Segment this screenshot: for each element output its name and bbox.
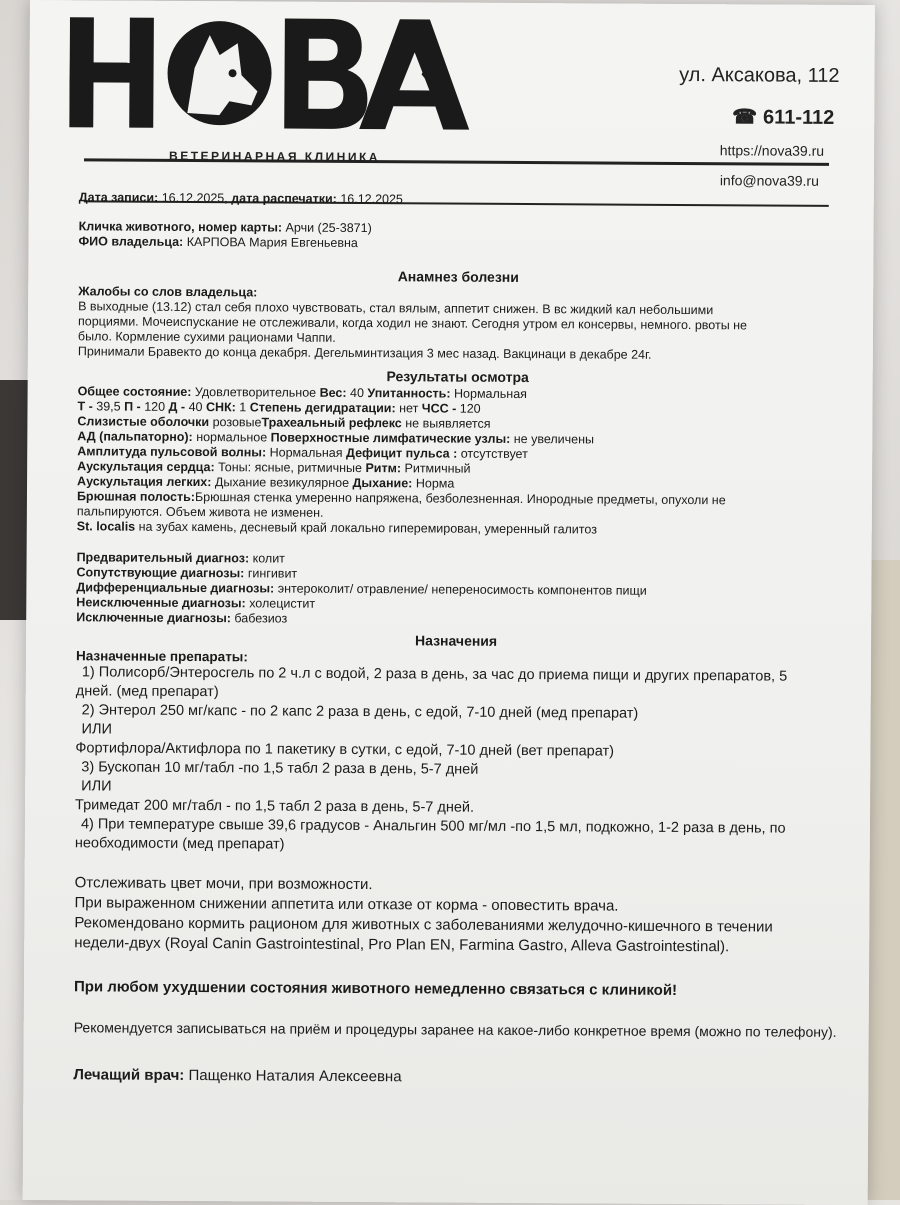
recommendation-line: Рекомендовано кормить рационом для животных с заболеваниями желудочно-кишечного в течении: [74, 914, 773, 936]
prescription-line: Фортифлора/Актифлора по 1 пакетику в сутки, с едой, 7-10 дней (вет препарат): [75, 740, 615, 760]
clinic-subtitle: ВЕТЕРИНАРНАЯ КЛИНИКА: [169, 148, 381, 165]
diag-concomitant: Сопутствующие диагнозы: гингивит: [76, 565, 298, 581]
recommendations: [74, 873, 834, 958]
anamnesis-line: В выходные (13.12) стал себя плохо чувствовать, стал вялым, аппетит снижен. В вс жидкий кал небольшими: [78, 299, 714, 318]
anamnesis-line: Принимали Бравекто до конца декабря. Дегельминтизация 3 мес назад. Вакцинаци в декабре 24г.: [77, 344, 652, 362]
prescription-list: [75, 663, 836, 858]
clinic-email: info@nova39.ru: [719, 172, 819, 189]
prescription-line: 4) При температуре свыше 39,6 градусов - Анальгин 500 мг/мл -по 1,5 мл, подкожно, 1-2 раза в день, по: [80, 816, 786, 837]
exam-abdomen-cont: пальпируются. Объем живота не изменен.: [76, 504, 324, 520]
exam-abdomen: Брюшная полость:Брюшная стенка умеренно напряжена, безболезненная. Инородные предметы, опухоли не: [76, 489, 726, 508]
urgent-warning: При любом ухудшении состояния животного немедленно связаться с клиникой!: [73, 978, 678, 999]
prescription-line: Тримедат 200 мг/табл - по 1,5 табл 2 раза в день, 5-7 дней.: [75, 797, 475, 816]
exam-general: Общее состояние: Удовлетворительное Вес: 40 Упитанность: Нормальная: [77, 384, 528, 402]
recommendation-line: При выраженном снижении аппетита или отказе от корма - оповестить врача.: [74, 894, 619, 915]
exam-lungs: Аускультация легких: Дыхание везикулярное Дыхание: Норма: [77, 474, 455, 491]
complaints-label: Жалобы со слов владельца:: [78, 284, 258, 300]
exam-heading: Результаты осмотра: [386, 368, 529, 386]
document-body: [73, 190, 838, 1090]
drugs-label: Назначенные препараты:: [75, 648, 248, 665]
document-page: [23, 0, 875, 1205]
exam-local: St. localis на зубах камень, десневый край локально гиперемирован, умеренный галитоз: [76, 519, 597, 537]
prescription-line: необходимости (мед препарат): [74, 835, 285, 853]
prescription-line: ИЛИ: [81, 778, 112, 795]
clinic-phone: [732, 104, 834, 130]
anamnesis-line: было. Кормление сухими рационами Чаппи.: [77, 329, 336, 345]
exam-mucosa: Слизистые оболочки розовыеТрахеальный рефлекс не выявляется: [77, 414, 491, 431]
phone-icon: ☎: [732, 106, 758, 129]
exam-bp: АД (пальпаторно): нормальное Поверхностные лимфатические узлы: не увеличены: [77, 429, 595, 447]
exam-pulse: Амплитуда пульсовой волны: Нормальная Дефицит пульса : отсутствует: [77, 444, 528, 462]
prescription-line: ИЛИ: [81, 721, 112, 738]
prescription-line: 1) Полисорб/Энтеросгель по 2 ч.л с водой, 2 раза в день, за час до приема пищи и других препаратов, 5: [81, 664, 788, 685]
exam-vitals: Т - 39,5 П - 120 Д - 40 СНК: 1 Степень дегидратации: нет ЧСС - 120: [77, 399, 481, 416]
attending-doctor: Лечащий врач: Пащенко Наталия Алексеевна: [73, 1066, 402, 1086]
record-dates: Дата записи: 16.12.2025, дата распечатки: 16.12.2025: [78, 190, 403, 207]
diag-excluded: Исключенные диагнозы: бабезиоз: [76, 610, 288, 626]
anamnesis-line: порциями. Мочеиспускание не отслеживали, когда ходил не знают. Сегодня утром ел консервы, немного. рвоты не: [77, 314, 748, 333]
diag-differential: Дифференциальные диагнозы: энтероколит/ отравление/ непереносимость компонентов пищи: [76, 580, 647, 598]
recommendation-line: недели-двух (Royal Canin Gastrointestinal, Pro Plan EN, Farmina Gastro, Alleva Gastrointestinal).: [74, 934, 730, 956]
prescription-line: дней. (мед препарат): [75, 683, 219, 701]
owner-line: ФИО владельца: КАРПОВА Мария Евгеньевна: [78, 234, 358, 251]
clinic-logo: [69, 12, 470, 139]
diag-not-excluded: Неисключенные диагнозы: холецистит: [76, 595, 316, 611]
pet-name-line: Кличка животного, номер карты: Арчи (25-3871): [78, 219, 372, 236]
recommendation-line: Отслеживать цвет мочи, при возможности.: [74, 874, 373, 894]
prescriptions-heading: Назначения: [414, 632, 498, 649]
clinic-website: https://nova39.ru: [719, 142, 825, 159]
prescription-line: 3) Бускопан 10 мг/табл -по 1,5 табл 2 раза в день, 5-7 дней: [81, 759, 479, 778]
exam-heart: Аускультация сердца: Тоны: ясные, ритмичные Ритм: Ритмичный: [77, 459, 471, 476]
phone-number: 611-112: [763, 106, 835, 129]
prescription-line: 2) Энтерол 250 мг/капс - по 2 капс 2 раза в день, с едой, 7-10 дней (мед препарат): [81, 702, 639, 722]
appointment-note: Рекомендуется записываться на приём и процедуры заранее на какое-либо конкретное время (можно по телефону).: [73, 1019, 837, 1040]
clinic-address: ул. Аксакова, 112: [679, 63, 840, 87]
letterhead: [29, 0, 875, 215]
anamnesis-heading: Анамнез болезни: [397, 268, 519, 285]
diag-preliminary: Предварительный диагноз: колит: [76, 550, 285, 566]
